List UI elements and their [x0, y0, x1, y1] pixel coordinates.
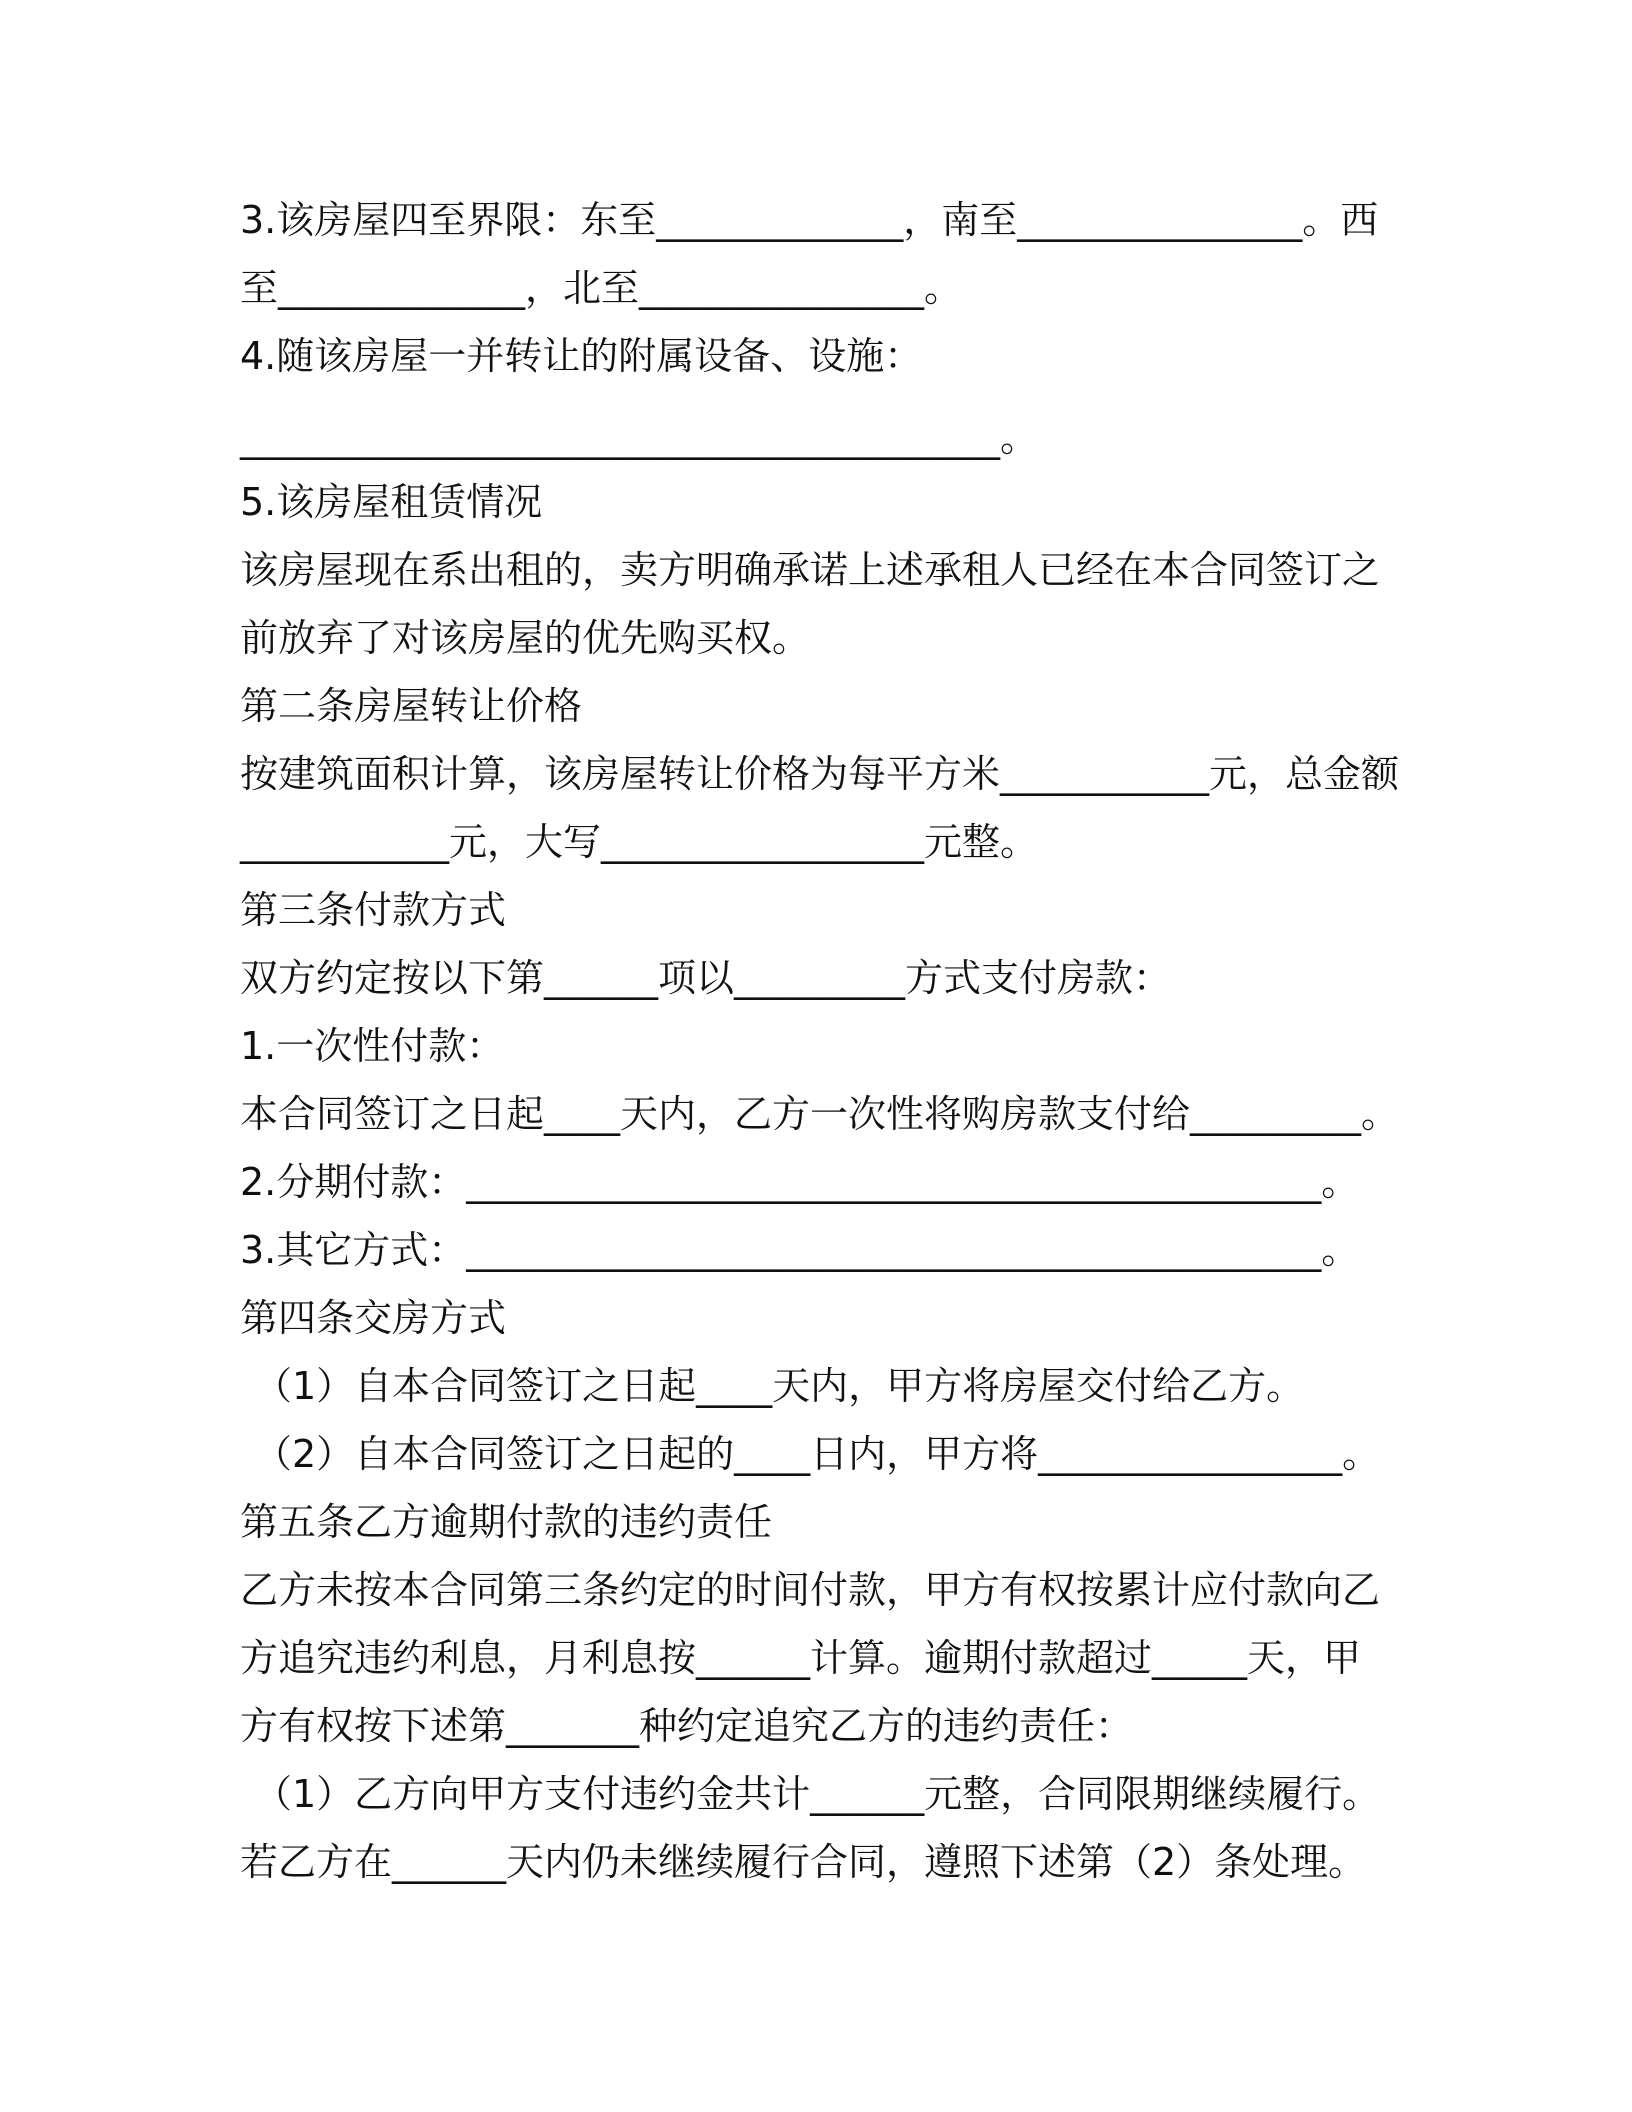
clause-lease-text-1: 该房屋现在系出租的，卖方明确承诺上述承租人已经在本合同签订之 — [240, 548, 1381, 592]
clause-boundaries-line-1: 3.该房屋四至界限：东至_____________，南至_______________。西 — [240, 198, 1379, 242]
article-5-text-3: 方有权按下述第_______种约定追究乙方的违约责任： — [240, 1704, 1134, 1748]
payment-option-3: 3.其它方式：_____________________________________________。 — [240, 1228, 1360, 1272]
article-4-heading: 第四条交房方式 — [240, 1296, 507, 1340]
article-3-text: 双方约定按以下第______项以_________方式支付房款： — [240, 956, 1172, 1000]
penalty-option-1-continued: 若乙方在______天内仍未继续履行合同，遵照下述第（2）条处理。 — [240, 1840, 1367, 1884]
article-5-heading: 第五条乙方逾期付款的违约责任 — [240, 1500, 773, 1544]
payment-option-1-heading: 1.一次性付款： — [240, 1024, 505, 1068]
article-5-text-2: 方追究违约利息，月利息按______计算。逾期付款超过_____天，甲 — [240, 1636, 1362, 1680]
delivery-option-1: （1）自本合同签订之日起____天内，甲方将房屋交付给乙方。 — [254, 1364, 1305, 1408]
payment-option-1-text: 本合同签订之日起____天内，乙方一次性将购房款支付给_________。 — [240, 1092, 1400, 1136]
clause-equipment-heading: 4.随该房屋一并转让的附属设备、设施： — [240, 334, 923, 378]
article-2-heading: 第二条房屋转让价格 — [240, 684, 583, 728]
article-2-text-1: 按建筑面积计算，该房屋转让价格为每平方米___________元，总金额 — [240, 752, 1400, 796]
clause-lease-text-2: 前放弃了对该房屋的优先购买权。 — [240, 616, 811, 660]
delivery-option-2: （2）自本合同签订之日起的____日内，甲方将________________。 — [254, 1432, 1381, 1476]
article-2-text-2: ___________元，大写_________________元整。 — [240, 820, 1039, 864]
payment-option-2: 2.分期付款：_____________________________________________。 — [240, 1160, 1360, 1204]
article-5-text-1: 乙方未按本合同第三条约定的时间付款，甲方有权按累计应付款向乙 — [240, 1568, 1381, 1612]
penalty-option-1: （1）乙方向甲方支付违约金共计______元整，合同限期继续履行。 — [254, 1772, 1381, 1816]
document-body — [240, 186, 1400, 1896]
clause-boundaries-line-2: 至_____________，北至_______________。 — [240, 266, 963, 310]
clause-equipment-blank: ________________________________________。 — [240, 416, 1039, 460]
clause-lease-heading: 5.该房屋租赁情况 — [240, 480, 543, 524]
article-3-heading: 第三条付款方式 — [240, 888, 507, 932]
